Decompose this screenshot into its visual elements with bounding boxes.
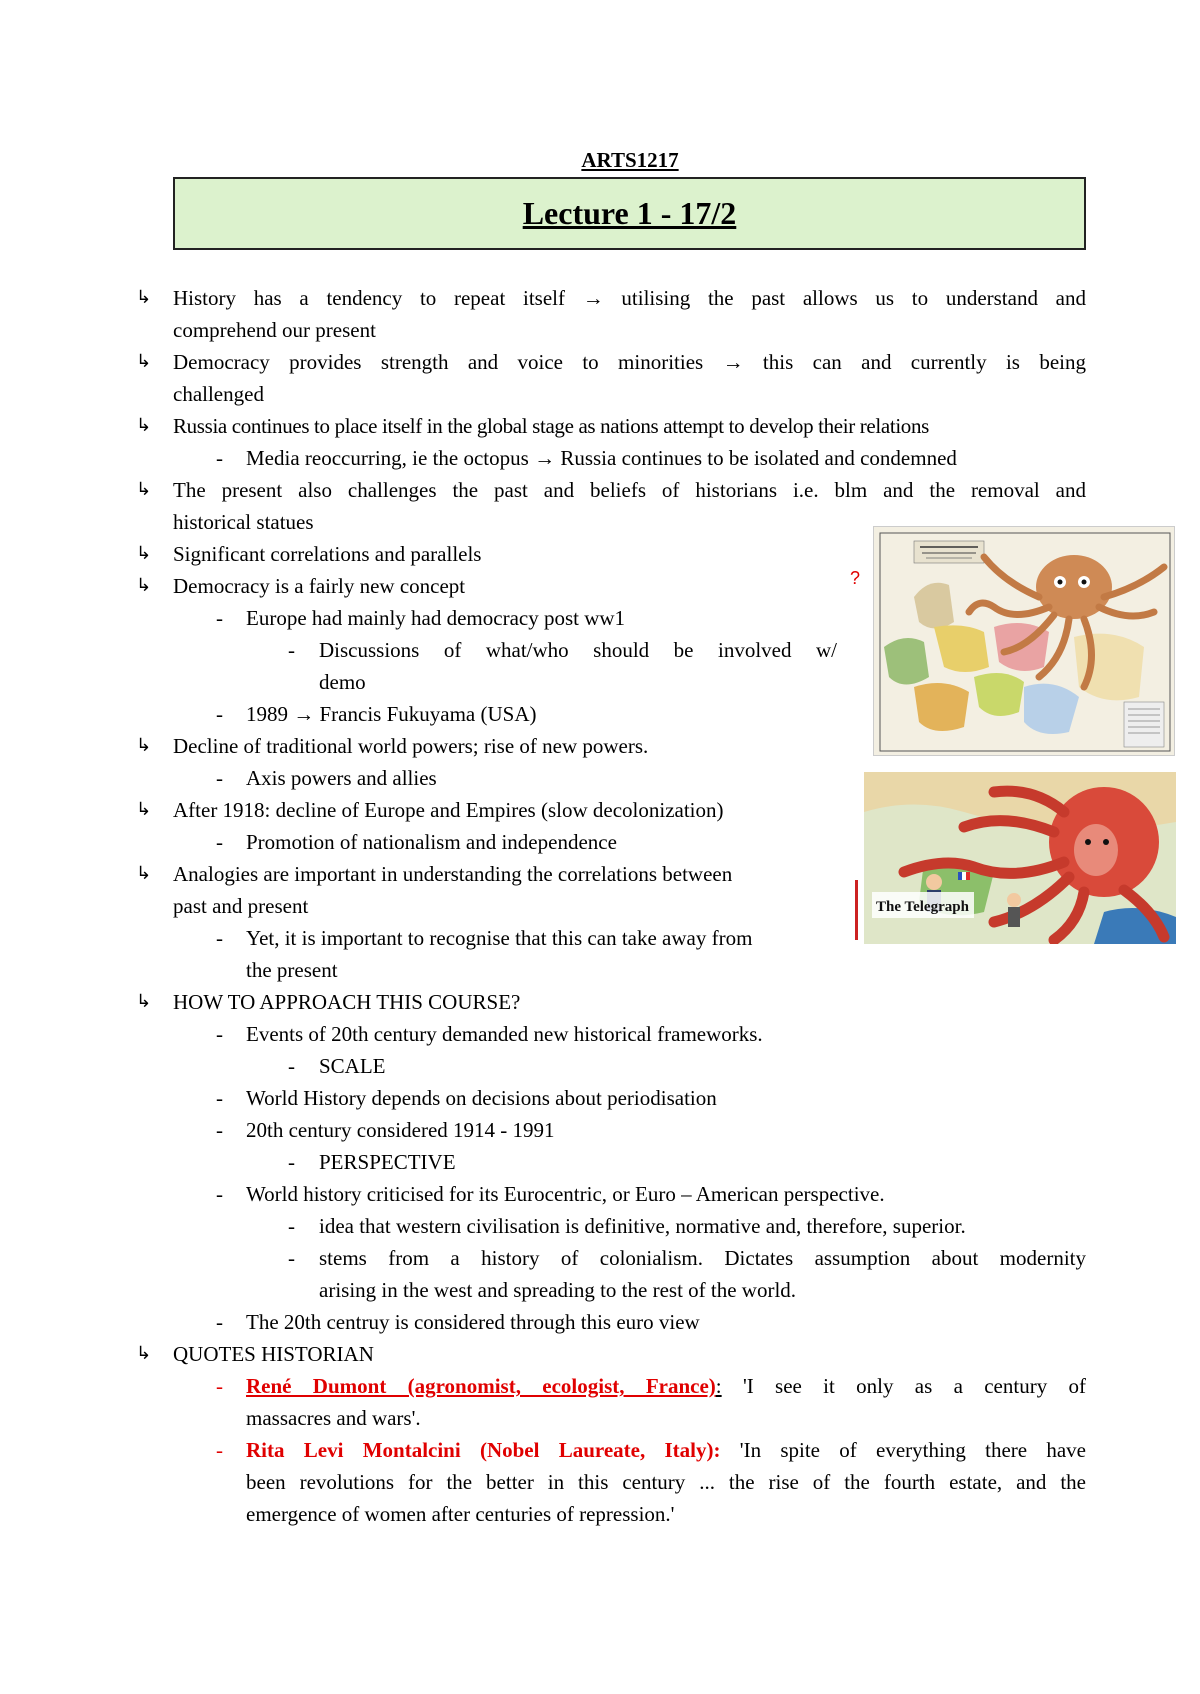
- note-line: Democracy provides strength and voice to minorities → this can and currently is being: [173, 350, 1086, 374]
- telegraph-cartoon-illustration: [864, 772, 1176, 944]
- dash-bullet: -: [216, 926, 223, 950]
- quote-text: 'I see it only as a century of: [721, 1374, 1087, 1398]
- dash-bullet: -: [216, 1022, 223, 1046]
- bullet-arrow-icon: ↳: [136, 479, 152, 500]
- note-line: Significant correlations and parallels: [173, 542, 482, 566]
- dash-bullet: -: [216, 766, 223, 790]
- note-line: Russia continues to place itself in the global stage as nations attempt to develop their relations: [173, 414, 929, 438]
- red-margin-bar: [855, 880, 858, 940]
- note-line: Axis powers and allies: [246, 766, 437, 790]
- note-line: 20th century considered 1914 - 1991: [246, 1118, 555, 1142]
- note-line: Discussions of what/who should be involved w/: [319, 638, 837, 662]
- note-line: SCALE: [319, 1054, 386, 1078]
- dash-bullet: -: [288, 1054, 295, 1078]
- note-line: stems from a history of colonialism. Dictates assumption about modernity: [319, 1246, 1086, 1270]
- dash-bullet: -: [216, 1310, 223, 1334]
- dash-bullet: -: [216, 1182, 223, 1206]
- note-line: past and present: [173, 894, 309, 918]
- note-line: QUOTES HISTORIAN: [173, 1342, 374, 1366]
- note-line: The 20th centruy is considered through this euro view: [246, 1310, 700, 1334]
- note-line: Analogies are important in understanding the correlations between: [173, 862, 733, 886]
- dash-bullet: -: [216, 830, 223, 854]
- dash-bullet: -: [216, 1438, 223, 1462]
- note-line: Promotion of nationalism and independence: [246, 830, 617, 854]
- bullet-arrow-icon: ↳: [136, 575, 152, 596]
- bullet-arrow-icon: ↳: [136, 735, 152, 756]
- bullet-arrow-icon: ↳: [136, 543, 152, 564]
- note-line: After 1918: decline of Europe and Empires (slow decolonization): [173, 798, 724, 822]
- note-line: 1989 → Francis Fukuyama (USA): [246, 702, 537, 726]
- note-line: Events of 20th century demanded new historical frameworks.: [246, 1022, 763, 1046]
- quote-line: been revolutions for the better in this century ... the rise of the fourth estate, and the: [246, 1470, 1086, 1494]
- bullet-arrow-icon: ↳: [136, 863, 152, 884]
- note-line: World history criticised for its Eurocentric, or Euro – American perspective.: [246, 1182, 885, 1206]
- lecture-title-box: [173, 177, 1086, 250]
- bullet-arrow-icon: ↳: [136, 415, 152, 436]
- note-line: HOW TO APPROACH THIS COURSE?: [173, 990, 521, 1014]
- dash-bullet: -: [216, 1086, 223, 1110]
- dash-bullet: -: [216, 702, 223, 726]
- dash-bullet: -: [216, 606, 223, 630]
- quote-line: massacres and wars'.: [246, 1406, 421, 1430]
- quote-author: René Dumont (agronomist, ecologist, France): [246, 1374, 716, 1398]
- note-line: World History depends on decisions about periodisation: [246, 1086, 717, 1110]
- note-line: Yet, it is important to recognise that this can take away from: [246, 926, 753, 950]
- telegraph-cartoon-image: [864, 772, 1176, 944]
- quote-line: [246, 1434, 1086, 1466]
- question-mark-annotation: ?: [850, 568, 861, 588]
- octopus-map-image: [873, 526, 1175, 756]
- note-line: historical statues: [173, 510, 314, 534]
- dash-bullet: -: [288, 1150, 295, 1174]
- dash-bullet: -: [216, 1374, 223, 1398]
- note-line: demo: [319, 670, 366, 694]
- lecture-title: Lecture 1 - 17/2: [522, 195, 737, 231]
- note-line: The present also challenges the past and beliefs of historians i.e. blm and the removal and: [173, 478, 1086, 502]
- octopus-map-illustration: [874, 527, 1175, 756]
- note-line: Media reoccurring, ie the octopus → Russia continues to be isolated and condemned: [246, 446, 957, 470]
- bullet-arrow-icon: ↳: [136, 1343, 152, 1364]
- note-line: the present: [246, 958, 338, 982]
- note-line: arising in the west and spreading to the rest of the world.: [319, 1278, 797, 1302]
- dash-bullet: -: [216, 1118, 223, 1142]
- bullet-arrow-icon: ↳: [136, 799, 152, 820]
- note-line: comprehend our present: [173, 318, 376, 342]
- bullet-arrow-icon: ↳: [136, 351, 152, 372]
- note-line: Democracy is a fairly new concept: [173, 574, 466, 598]
- dash-bullet: -: [216, 446, 223, 470]
- quote-line: emergence of women after centuries of repression.': [246, 1502, 675, 1526]
- bullet-arrow-icon: ↳: [136, 991, 152, 1012]
- course-code: ARTS1217: [581, 148, 679, 172]
- note-line: PERSPECTIVE: [319, 1150, 456, 1174]
- note-line: challenged: [173, 382, 264, 406]
- telegraph-label: The Telegraph: [876, 899, 969, 915]
- dash-bullet: -: [288, 638, 295, 662]
- quote-line: [246, 1370, 1086, 1402]
- note-line: History has a tendency to repeat itself → utilising the past allows us to understand and: [173, 286, 1086, 310]
- bullet-arrow-icon: ↳: [136, 287, 152, 308]
- dash-bullet: -: [288, 1214, 295, 1238]
- quote-text: 'In spite of everything there have: [720, 1438, 1086, 1462]
- dash-bullet: -: [288, 1246, 295, 1270]
- note-line: idea that western civilisation is definitive, normative and, therefore, superior.: [319, 1214, 966, 1238]
- quote-author: Rita Levi Montalcini (Nobel Laureate, Italy):: [246, 1438, 721, 1462]
- quote-separator: :: [715, 1374, 722, 1398]
- note-line: Europe had mainly had democracy post ww1: [246, 606, 626, 630]
- note-line: Decline of traditional world powers; rise of new powers.: [173, 734, 649, 758]
